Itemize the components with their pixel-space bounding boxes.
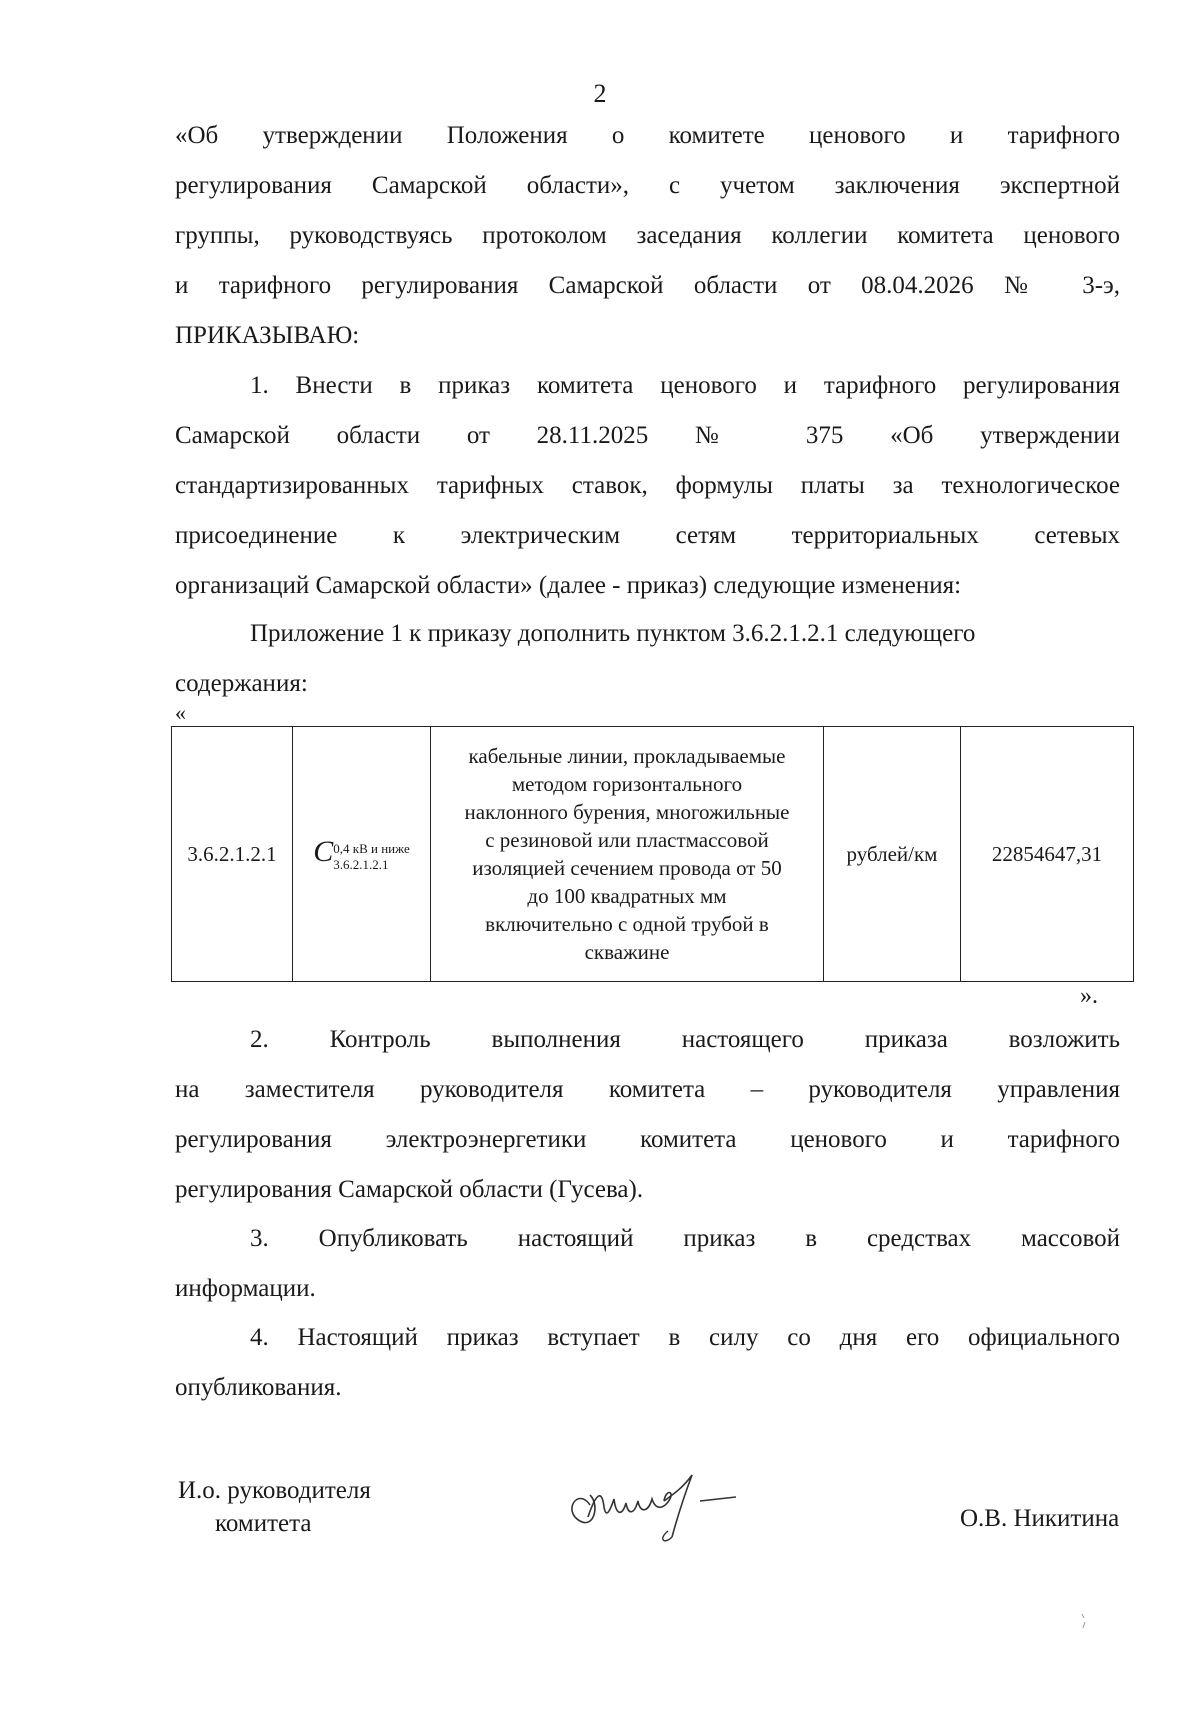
text-line: 1. Внести в приказ комитета ценового и тарифного регулирования: [250, 372, 1120, 399]
text-line: регулирования электроэнергетики комитета ценового и тарифного: [175, 1126, 1120, 1153]
text-line: Самарской области от 28.11.2025 № 375 «Об утверждении: [175, 422, 1120, 449]
signatory-name: О.В. Никитина: [960, 1505, 1120, 1532]
formula-symbol: C: [313, 835, 334, 869]
text-line: 3. Опубликовать настоящий приказ в средствах массовой: [250, 1225, 1120, 1252]
text-line: присоединение к электрическим сетям территориальных сетевых: [175, 522, 1120, 549]
formula-indices: [333, 841, 409, 873]
description-line: методом горизонтального: [511, 772, 743, 796]
description-line: наклонного бурения, многожильные: [464, 800, 790, 824]
text-line: «Об утверждении Положения о комитете ценового и тарифного: [175, 122, 1120, 149]
description-line: изоляцией сечением провода от 50: [472, 856, 782, 880]
text-line: организаций Самарской области» (далее - приказ) следующие изменения:: [175, 572, 962, 599]
text-line: стандартизированных тарифных ставок, формулы платы за технологическое: [175, 472, 1120, 499]
text-line: группы, руководствуясь протоколом заседания коллегии комитета ценового: [175, 222, 1120, 249]
handwritten-signature: [560, 1455, 760, 1550]
description-line: с резиновой или пластмассовой: [485, 828, 769, 852]
text-line: содержания:: [175, 670, 308, 697]
formula-subscript: 3.6.2.1.2.1: [333, 856, 389, 872]
unit-cell: рублей/км: [824, 727, 961, 982]
value-cell: 22854647,31: [961, 727, 1134, 982]
description-line: кабельные линии, прокладываемые: [468, 744, 786, 768]
text-line: опубликования.: [175, 1374, 342, 1401]
scan-artifact: [1078, 1612, 1090, 1632]
text-line: ПРИКАЗЫВАЮ:: [175, 322, 360, 349]
description-cell: [431, 727, 824, 982]
page-number: 2: [593, 79, 607, 108]
preamble-paragraph: [175, 111, 1120, 361]
tariff-table: [171, 726, 1134, 982]
text-line: регулирования Самарской области», с учетом заключения экспертной: [175, 172, 1120, 199]
open-quote: «: [175, 700, 186, 725]
annex-paragraph: [175, 609, 1120, 709]
signatory-title-line2: комитета: [215, 1510, 312, 1537]
text-line: на заместителя руководителя комитета – руководителя управления: [175, 1076, 1120, 1103]
text-line: 2. Контроль выполнения настоящего приказа возложить: [250, 1026, 1120, 1053]
text-line: 4. Настоящий приказ вступает в силу со дня его официального: [250, 1324, 1120, 1351]
formula-cell: [293, 727, 431, 982]
item-2-paragraph: [175, 1015, 1120, 1215]
text-line: регулирования Самарской области (Гусева).: [175, 1176, 644, 1203]
close-quote: ».: [1080, 983, 1098, 1009]
item-3-paragraph: [175, 1214, 1120, 1314]
text-line: Приложение 1 к приказу дополнить пунктом 3.6.2.1.2.1 следующего: [250, 620, 976, 647]
description-line: скважине: [584, 940, 670, 964]
text-line: и тарифного регулирования Самарской области от 08.04.2026 № 3-э,: [175, 272, 1120, 299]
table-row: [172, 727, 1134, 982]
item-4-paragraph: [175, 1313, 1120, 1413]
description-line: до 100 квадратных мм: [527, 884, 727, 908]
formula-superscript: 0,4 кВ и ниже: [333, 840, 410, 856]
description-line: включительно с одной трубой в: [485, 912, 769, 936]
code-cell: 3.6.2.1.2.1: [172, 727, 293, 982]
item-1-paragraph: [175, 361, 1120, 611]
signatory-title-line1: И.о. руководителя: [178, 1477, 371, 1504]
text-line: информации.: [175, 1275, 316, 1302]
